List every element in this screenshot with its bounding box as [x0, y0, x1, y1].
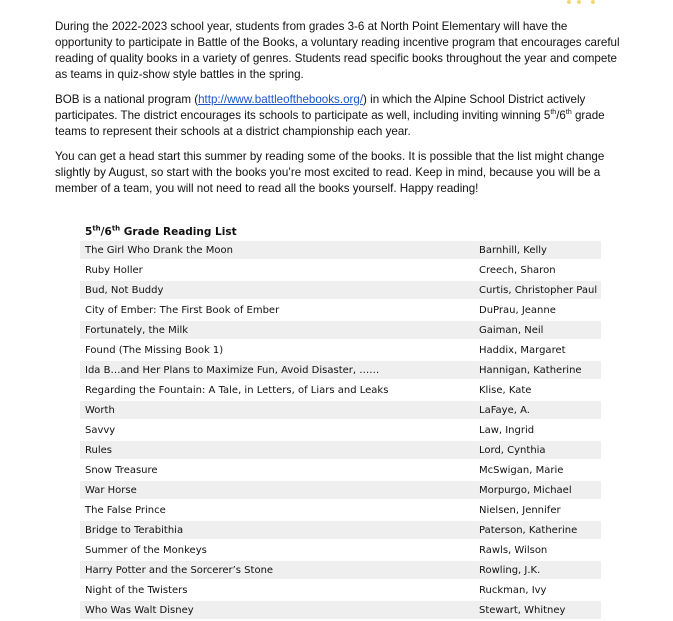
intro-paragraph-3: You can get a head start this summer by reading some of the books. It is possible that the list might change slightly by August, so start with the books you’re most excited to read. Keep in mind, because you will be a member of a team, you will not need to read all the books yourself. Happy reading!: [55, 150, 605, 195]
book-row: [80, 461, 601, 479]
book-title: Fortunately, the Milk: [85, 324, 189, 336]
title-prefix: 5: [85, 226, 93, 238]
book-author: Nielsen, Jennifer: [479, 504, 561, 516]
book-row: [80, 401, 601, 419]
book-author: Haddix, Margaret: [479, 344, 566, 356]
book-author: Rowling, J.K.: [479, 564, 541, 576]
book-title: The Girl Who Drank the Moon: [85, 244, 233, 256]
book-row: [80, 341, 601, 359]
book-author: Gaiman, Neil: [479, 324, 544, 336]
book-title: Found (The Missing Book 1): [85, 344, 224, 356]
book-title: Savvy: [85, 424, 116, 436]
book-title: Night of the Twisters: [85, 584, 188, 596]
book-row: [80, 421, 601, 439]
book-row: [80, 281, 601, 299]
p2-slash: /6: [556, 109, 566, 122]
p2-text-start: BOB is a national program (: [55, 93, 199, 106]
decorative-dots: [563, 0, 603, 8]
book-title: The False Prince: [85, 504, 166, 516]
intro-section: [55, 19, 620, 206]
title-suffix: Grade Reading List: [120, 226, 237, 238]
p2-sup-2: th: [565, 109, 572, 117]
book-author: DuPrau, Jeanne: [479, 304, 556, 316]
intro-paragraph-1: During the 2022-2023 school year, students from grades 3-6 at North Point Elementary will have the opportunity to participate in Battle of the Books, a voluntary reading incentive program that encourages careful reading of quality books in a variety of genres. Students read specific books throughout the year and compete as teams in quiz-show style battles in the spring.: [55, 20, 620, 81]
book-row: [80, 381, 601, 399]
book-title: Rules: [85, 444, 112, 456]
book-author: Klise, Kate: [479, 384, 532, 396]
book-row: [80, 501, 601, 519]
book-title: Ida B…and Her Plans to Maximize Fun, Avoid Disaster, ……: [85, 364, 380, 376]
book-title: Bridge to Terabithia: [85, 524, 184, 536]
book-author: Rawls, Wilson: [479, 544, 548, 556]
book-author: Morpurgo, Michael: [479, 484, 572, 496]
book-row: [80, 541, 601, 559]
book-author: Hannigan, Katherine: [479, 364, 582, 376]
book-author: Paterson, Katherine: [479, 524, 578, 536]
book-title: War Horse: [85, 484, 137, 496]
book-title: Snow Treasure: [85, 464, 158, 476]
book-author: Curtis, Christopher Paul: [479, 284, 598, 296]
book-author: Law, Ingrid: [479, 424, 535, 436]
intro-paragraph-2: [55, 92, 620, 140]
book-author: McSwigan, Marie: [479, 464, 564, 476]
book-author: Ruckman, Ivy: [479, 584, 547, 596]
reading-list: [80, 223, 601, 621]
p2-sup-1: th: [550, 109, 557, 117]
book-row: [80, 361, 601, 379]
book-title: Ruby Holler: [85, 264, 143, 276]
book-row: [80, 301, 601, 319]
book-row: [80, 601, 601, 619]
reading-list-title: [80, 223, 601, 241]
book-title: Summer of the Monkeys: [85, 544, 207, 556]
book-author: Stewart, Whitney: [479, 604, 566, 616]
title-mid: /6: [100, 226, 112, 238]
book-row: [80, 521, 601, 539]
book-author: Lord, Cynthia: [479, 444, 546, 456]
bob-website-link[interactable]: http://www.battleofthebooks.org/: [198, 93, 364, 106]
title-sup-2: th: [111, 224, 121, 233]
book-title: City of Ember: The First Book of Ember: [85, 304, 280, 316]
book-author: Creech, Sharon: [479, 264, 556, 276]
book-title: Who Was Walt Disney: [85, 604, 194, 616]
book-row: [80, 261, 601, 279]
book-author: Barnhill, Kelly: [479, 244, 547, 256]
book-title: Harry Potter and the Sorcerer’s Stone: [85, 564, 274, 576]
book-row: [80, 581, 601, 599]
book-row: [80, 561, 601, 579]
book-title: Bud, Not Buddy: [85, 284, 164, 296]
title-sup-1: th: [92, 224, 101, 233]
book-row: [80, 321, 601, 339]
p2-text-middle: ) in which the Alpine School District actively participates. The district encourages its schools to participate as well, including inviting winning 5: [55, 93, 586, 122]
p2-text-end: grade teams to represent their schools at a district championship each year.: [55, 109, 605, 138]
book-row: [80, 481, 601, 499]
book-row: [80, 241, 601, 259]
book-title: Worth: [85, 404, 115, 416]
book-author: LaFaye, A.: [479, 404, 530, 416]
book-title: Regarding the Fountain: A Tale, in Letters, of Liars and Leaks: [85, 384, 389, 396]
book-row: [80, 441, 601, 459]
